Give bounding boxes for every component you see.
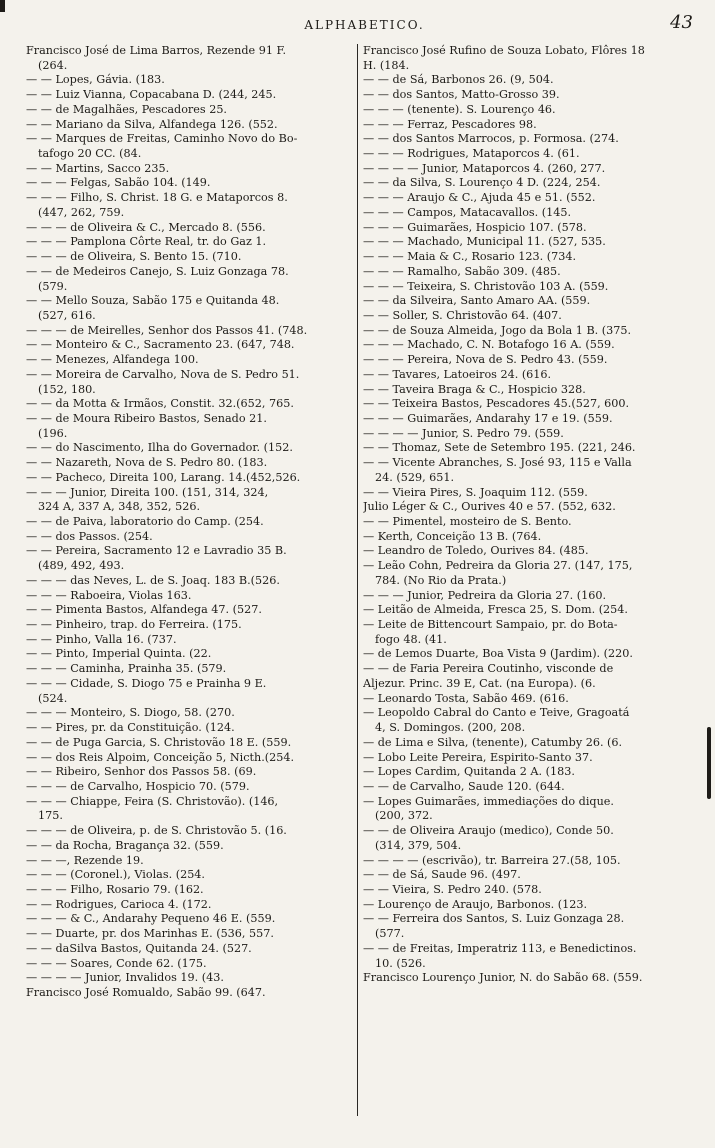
directory-entry-line: — — — Ramalho, Sabão 309. (485. (363, 264, 561, 278)
directory-entry-line: Julio Léger & C., Ourives 40 e 57. (552, 632. (363, 500, 616, 514)
right-column (358, 44, 690, 1116)
directory-entry-line: — — Pinto, Imperial Quinta. (22. (26, 647, 212, 661)
directory-entry-line: — Leão Cohn, Pedreira da Gloria 27. (147, 175, (363, 559, 633, 573)
directory-entry-line: — — Tavares, Latoeiros 24. (616. (363, 367, 552, 381)
directory-entry-line: — — Martins, Sacco 235. (26, 161, 170, 175)
directory-entry-line: — — de Magalhães, Pescadores 25. (26, 102, 227, 116)
directory-entry-line: — — — (tenente). S. Lourenço 46. (363, 102, 556, 116)
directory-entry-line: (314, 379, 504. (375, 838, 462, 852)
directory-entry-line: — Leopoldo Cabral do Canto e Teive, Gragoatá (363, 706, 630, 720)
directory-entry-line: — — de Souza Almeida, Jogo da Bola 1 B. (375. (363, 323, 632, 337)
directory-entry-line: — — — de Meirelles, Senhor dos Passos 41. (748. (26, 323, 308, 337)
directory-entry-line: — — — Machado, C. N. Botafogo 16 A. (559. (363, 338, 615, 352)
directory-entry-line: (579. (38, 279, 68, 293)
running-title: ALPHABETICO. (304, 18, 425, 32)
directory-entry-line: — — — Guimarães, Andarahy 17 e 19. (559. (363, 411, 613, 425)
directory-entry-line: — — Luiz Vianna, Copacabana D. (244, 245. (26, 88, 277, 102)
directory-entry-line: — — Mello Souza, Sabão 175 e Quitanda 48. (26, 294, 280, 308)
directory-entry-line: — — Pires, pr. da Constituição. (124. (26, 721, 235, 735)
directory-entry-line: — — daSilva Bastos, Quitanda 24. (527. (26, 941, 252, 955)
directory-entry-line: — — Taveira Braga & C., Hospicio 328. (363, 382, 586, 396)
directory-entry-line: — — — Machado, Municipal 11. (527, 535. (363, 235, 606, 249)
directory-entry-line: — — — Pamplona Côrte Real, tr. do Gaz 1. (26, 235, 267, 249)
directory-entry-line: — — dos Reis Alpoim, Conceição 5, Nicth.(254. (26, 750, 295, 764)
directory-entry-line: — — Thomaz, Sete de Setembro 195. (221, 246. (363, 441, 636, 455)
directory-entry-line: — — Vieira, S. Pedro 240. (578. (363, 882, 542, 896)
directory-entry-line: — — Vieira Pires, S. Joaquim 112. (559. (363, 485, 588, 499)
directory-entry-line: — — Pinheiro, trap. do Ferreira. (175. (26, 618, 242, 632)
directory-entry-line: 784. (No Rio da Prata.) (375, 573, 507, 587)
directory-entry-line: — de Lemos Duarte, Boa Vista 9 (Jardim). (220. (363, 647, 633, 661)
directory-entry-line: — — — Raboeira, Violas 163. (26, 588, 192, 602)
directory-entry-line: — — de Paiva, laboratorio do Camp. (254. (26, 515, 264, 528)
directory-entry-line: — — dos Santos Marrocos, p. Formosa. (274. (363, 132, 619, 146)
directory-entry-line: — — Pimentel, mosteiro de S. Bento. (363, 515, 572, 528)
directory-entry-line: 324 A, 337 A, 348, 352, 526. (38, 500, 201, 514)
directory-entry-line: — — — Rodrigues, Mataporcos 4. (61. (363, 147, 580, 161)
directory-entry-line: — — Moreira de Carvalho, Nova de S. Pedro 51. (26, 367, 300, 381)
directory-entry-line: — — — Chiappe, Feira (S. Christovão). (146, (26, 794, 279, 808)
directory-entry-line: — — — Junior, Direita 100. (151, 314, 324, (26, 485, 269, 499)
directory-entry-line: — Leandro de Toledo, Ourives 84. (485. (363, 544, 589, 558)
directory-entry-line: — — Monteiro & C., Sacramento 23. (647, 748. (26, 338, 295, 352)
directory-entry-line: Francisco José Romualdo, Sabão 99. (647. (26, 986, 266, 999)
directory-entry-line: — — Pinho, Valla 16. (737. (26, 632, 177, 646)
directory-entry-line: — — — Filho, Rosario 79. (162. (26, 882, 204, 896)
directory-entry-line: — Leite de Bittencourt Sampaio, pr. do Bota- (363, 618, 618, 632)
directory-entry-line: — — de Freitas, Imperatriz 113, e Benedictinos. (363, 941, 637, 955)
directory-entry-line: — — de Puga Garcia, S. Christovão 18 E. (559. (26, 735, 292, 749)
directory-entry-line: — — — — Junior, Invalidos 19. (43. (26, 971, 224, 985)
directory-entry-line: 175. (38, 809, 63, 823)
directory-entry-line: (527, 616. (38, 308, 96, 322)
directory-entry-line: fogo 48. (41. (375, 632, 447, 646)
directory-entry-line: — — de Sá, Saude 96. (497. (363, 868, 521, 882)
directory-entry-line: — — — Filho, S. Christ. 18 G. e Mataporcos 8. (26, 191, 288, 205)
directory-entry-line: (524. (38, 691, 68, 705)
directory-entry-line: — — — Felgas, Sabão 104. (149. (26, 176, 211, 190)
directory-entry-line: — — dos Santos, Matto-Grosso 39. (363, 88, 560, 102)
directory-entry-line: — — Vicente Abranches, S. José 93, 115 e Valla (363, 456, 632, 470)
directory-entry-line: — — Menezes, Alfandega 100. (26, 353, 199, 367)
directory-entry-line: — Leonardo Tosta, Sabão 469. (616. (363, 691, 569, 705)
directory-entry-line: — Lopes Cardim, Quitanda 2 A. (183. (363, 765, 575, 779)
directory-entry-line: — — da Rocha, Bragança 32. (559. (26, 838, 224, 852)
directory-entry-line: 10. (526. (375, 956, 426, 970)
directory-entry-line: — — Lopes, Gávia. (183. (26, 73, 165, 87)
directory-entry-line: — Lourenço de Araujo, Barbonos. (123. (363, 897, 588, 911)
directory-entry-line: — — Pereira, Sacramento 12 e Lavradio 35 B. (26, 544, 287, 558)
directory-entry-line: — — de Faria Pereira Coutinho, visconde de (363, 662, 614, 676)
directory-entry-line: — — Ribeiro, Senhor dos Passos 58. (69. (26, 765, 257, 779)
directory-columns (26, 44, 690, 1116)
directory-entry-line: Aljezur. Princ. 39 E, Cat. (na Europa). (6. (363, 676, 596, 690)
directory-entry-line: — — da Silva, S. Lourenço 4 D. (224, 254. (363, 176, 601, 190)
directory-entry-line: — — — de Oliveira, p. de S. Christovão 5. (16. (26, 824, 287, 838)
directory-entry-line: — de Lima e Silva, (tenente), Catumby 26. (6. (363, 735, 623, 749)
directory-entry-line: — — — Cidade, S. Diogo 75 e Prainha 9 E. (26, 676, 267, 690)
directory-entry-line: — — — Guimarães, Hospicio 107. (578. (363, 220, 587, 234)
left-column (26, 44, 358, 1116)
directory-entry-line: — — Pimenta Bastos, Alfandega 47. (527. (26, 603, 262, 617)
directory-entry-line: — Leitão de Almeida, Fresca 25, S. Dom. (254. (363, 603, 628, 617)
directory-entry-line: — — — Pereira, Nova de S. Pedro 43. (559. (363, 353, 608, 367)
directory-entry-line: — — — de Oliveira, S. Bento 15. (710. (26, 250, 242, 264)
directory-entry-line: — — — de Carvalho, Hospicio 70. (579. (26, 779, 250, 793)
directory-entry-line: — — de Sá, Barbonos 26. (9, 504. (363, 73, 554, 87)
directory-entry-line: H. (184. (363, 58, 410, 72)
directory-entry-line: (200, 372. (375, 809, 433, 823)
directory-entry-line: (489, 492, 493. (38, 559, 125, 573)
directory-entry-line: — — Mariano da Silva, Alfandega 126. (552. (26, 117, 278, 131)
directory-entry-line: — — — das Neves, L. de S. Joaq. 183 B.(526. (26, 573, 280, 587)
directory-entry-line: — — Duarte, pr. dos Marinhas E. (536, 557. (26, 927, 274, 941)
directory-entry-line: — — Rodrigues, Carioca 4. (172. (26, 897, 212, 911)
directory-entry-line: — — — & C., Andarahy Pequeno 46 E. (559. (26, 912, 276, 926)
directory-entry-line: — — de Medeiros Canejo, S. Luiz Gonzaga 78. (26, 264, 289, 278)
directory-entry-line: Francisco Lourenço Junior, N. do Sabão 68. (559. (363, 971, 643, 985)
directory-entry-line: — — Pacheco, Direita 100, Larang. 14.(452,526. (26, 470, 301, 484)
margin-ink-mark (707, 727, 711, 799)
directory-entry-line: — Lopes Guimarães, immediações do dique. (363, 794, 614, 808)
directory-entry-line: (152, 180. (38, 382, 96, 396)
directory-entry-line: — — Ferreira dos Santos, S. Luiz Gonzaga 28. (363, 912, 625, 926)
directory-entry-line: — — — de Oliveira & C., Mercado 8. (556. (26, 220, 266, 234)
page-number: 43 (670, 12, 693, 33)
directory-entry-line: (264. (38, 58, 68, 72)
corner-ink-mark (0, 0, 5, 12)
directory-entry-line: Francisco José de Lima Barros, Rezende 91 F. (26, 44, 287, 57)
directory-entry-line: (577. (375, 927, 405, 941)
directory-entry-line: (196. (38, 426, 68, 440)
directory-entry-line: — — — Ferraz, Pescadores 98. (363, 117, 537, 131)
directory-entry-line: — — Marques de Freitas, Caminho Novo do Bo- (26, 132, 298, 146)
directory-entry-line: tafogo 20 CC. (84. (38, 147, 142, 161)
directory-entry-line: — — da Silveira, Santo Amaro AA. (559. (363, 294, 591, 308)
directory-entry-line: — — Teixeira Bastos, Pescadores 45.(527, 600. (363, 397, 630, 411)
directory-entry-line: — — — Maia & C., Rosario 123. (734. (363, 250, 577, 264)
directory-entry-line: — — — Campos, Matacavallos. (145. (363, 205, 572, 219)
directory-entry-line: — — — (Coronel.), Violas. (254. (26, 868, 205, 882)
directory-entry-line: — — — Monteiro, S. Diogo, 58. (270. (26, 706, 235, 720)
directory-entry-line: — — Soller, S. Christovão 64. (407. (363, 308, 562, 322)
directory-entry-line: (447, 262, 759. (38, 205, 125, 219)
directory-entry-line: — — — Soares, Conde 62. (175. (26, 956, 207, 970)
page-header (30, 8, 699, 38)
directory-entry-line: — Lobo Leite Pereira, Espirito-Santo 37. (363, 750, 593, 764)
directory-entry-line: 24. (529, 651. (375, 470, 455, 484)
directory-entry-line: — — — Junior, Pedreira da Gloria 27. (160. (363, 588, 607, 602)
directory-entry-line: — — do Nascimento, Ilha do Governador. (152. (26, 441, 293, 455)
directory-entry-line: 4, S. Domingos. (200, 208. (375, 721, 526, 735)
directory-entry-line: — — de Moura Ribeiro Bastos, Senado 21. (26, 411, 267, 425)
directory-entry-line: — — — Caminha, Prainha 35. (579. (26, 662, 227, 676)
directory-entry-line: Francisco José Rufino de Souza Lobato, Flôres 18 (363, 44, 645, 57)
directory-entry-line: — — de Carvalho, Saude 120. (644. (363, 779, 565, 793)
directory-entry-line: — Kerth, Conceição 13 B. (764. (363, 529, 542, 543)
directory-entry-line: — — —, Rezende 19. (26, 853, 144, 867)
directory-entry-line: — — da Motta & Irmãos, Constit. 32.(652, 765. (26, 397, 294, 411)
directory-entry-line: — — — — (escrivão), tr. Barreira 27.(58, 105. (363, 853, 621, 867)
directory-entry-line: — — de Oliveira Araujo (medico), Conde 50. (363, 824, 614, 838)
directory-entry-line: — — — Teixeira, S. Christovão 103 A. (559. (363, 279, 609, 293)
directory-entry-line: — — — Araujo & C., Ajuda 45 e 51. (552. (363, 191, 596, 205)
directory-entry-line: — — Nazareth, Nova de S. Pedro 80. (183. (26, 456, 268, 470)
directory-entry-line: — — — — Junior, Mataporcos 4. (260, 277. (363, 161, 606, 175)
directory-entry-line: — — dos Passos. (254. (26, 529, 153, 543)
directory-entry-line: — — — — Junior, S. Pedro 79. (559. (363, 426, 564, 440)
